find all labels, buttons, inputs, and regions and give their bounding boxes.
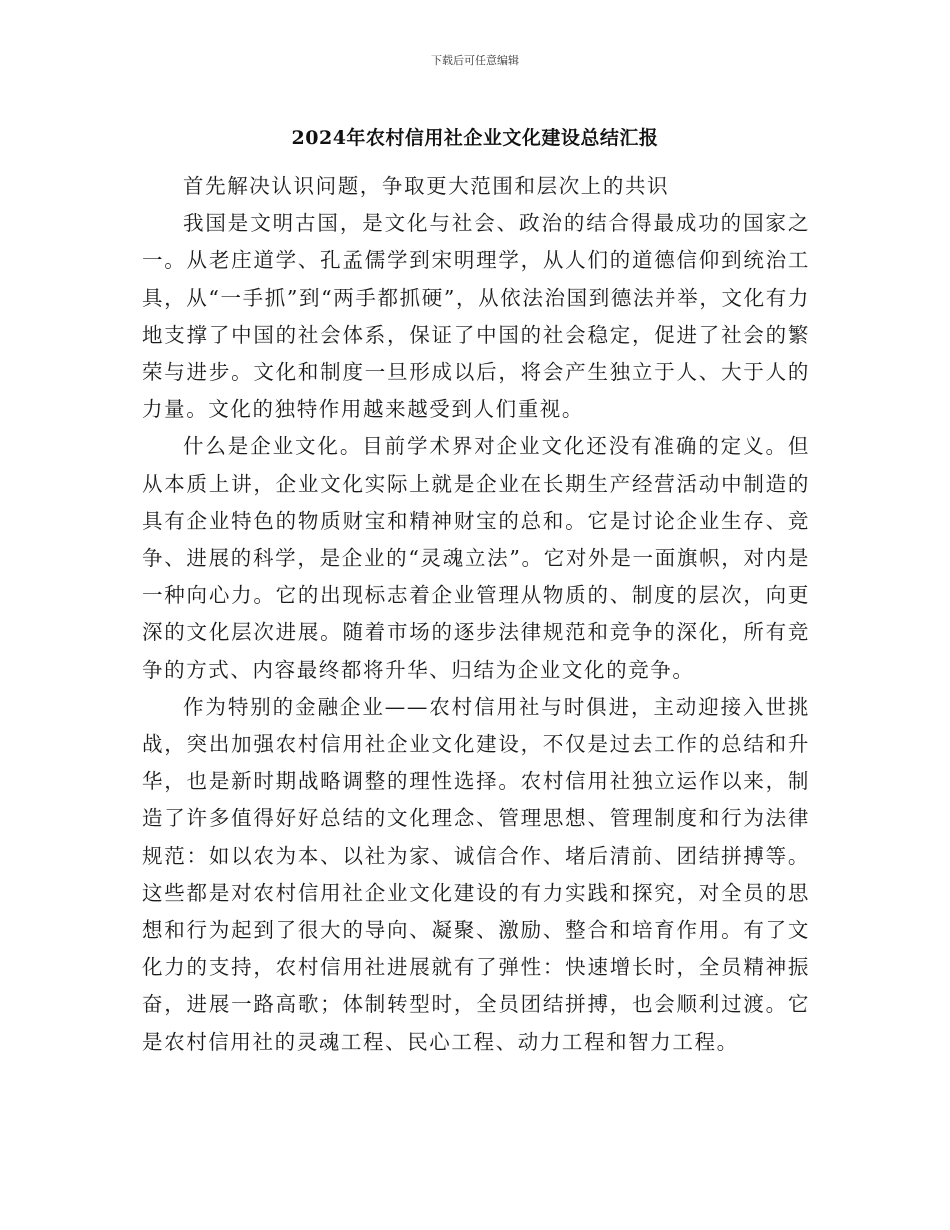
page-header: 下载后可任意编辑 xyxy=(431,54,519,67)
paragraph-4: 作为特别的金融企业——农村信用社与时俱进，主动迎接入世挑战，突出加强农村信用社企业文化建设，不仅是过去工作的总结和升华，也是新时期战略调整的理性选择。农村信用社独立运作以来，制造了许多值得好好总结的文化理念、管理思想、管理制度和行为法律规范：如以农为本、以社为家、诚信合作、堵后清前、团结拼搏等。这些都是对农村信用社企业文化建设的有力实践和探究，对全员的思想和行为起到了很大的导向、凝聚、激励、整合和培育作用。有了文化力的支持，农村信用社进展就有了弹性：快速增长时，全员精神振奋，进展一路高歌；体制转型时，全员团结拼搏，也会顺利过渡。它是农村信用社的灵魂工程、民心工程、动力工程和智力工程。 xyxy=(142,694,810,1054)
document-title: 2024年农村信用社企业文化建设总结汇报 xyxy=(291,127,659,149)
paragraph-2: 我国是文明古国，是文化与社会、政治的结合得最成功的国家之一。从老庄道学、孔孟儒学到宋明理学，从人们的道德信仰到统治工具，从“一手抓”到“两手都抓硬”，从依法治国到德法并举，文化有力地支撑了中国的社会体系，保证了中国的社会稳定，促进了社会的繁荣与进步。文化和制度一旦形成以后，将会产生独立于人、大于人的力量。文化的独特作用越来越受到人们重视。 xyxy=(142,211,810,422)
paragraph-1: 首先解决认识问题，争取更大范围和层次上的共识 xyxy=(183,174,670,198)
paragraph-3: 什么是企业文化。目前学术界对企业文化还没有准确的定义。但从本质上讲，企业文化实际上就是企业在长期生产经营活动中制造的具有企业特色的物质财宝和精神财宝的总和。它是讨论企业生存、竞争、进展的科学，是企业的“灵魂立法”。它对外是一面旗帜，对内是一种向心力。它的出现标志着企业管理从物质的、制度的层次，向更深的文化层次进展。随着市场的逐步法律规范和竞争的深化，所有竞争的方式、内容最终都将升华、归结为企业文化的竞争。 xyxy=(142,434,810,682)
document-body xyxy=(142,168,810,1061)
